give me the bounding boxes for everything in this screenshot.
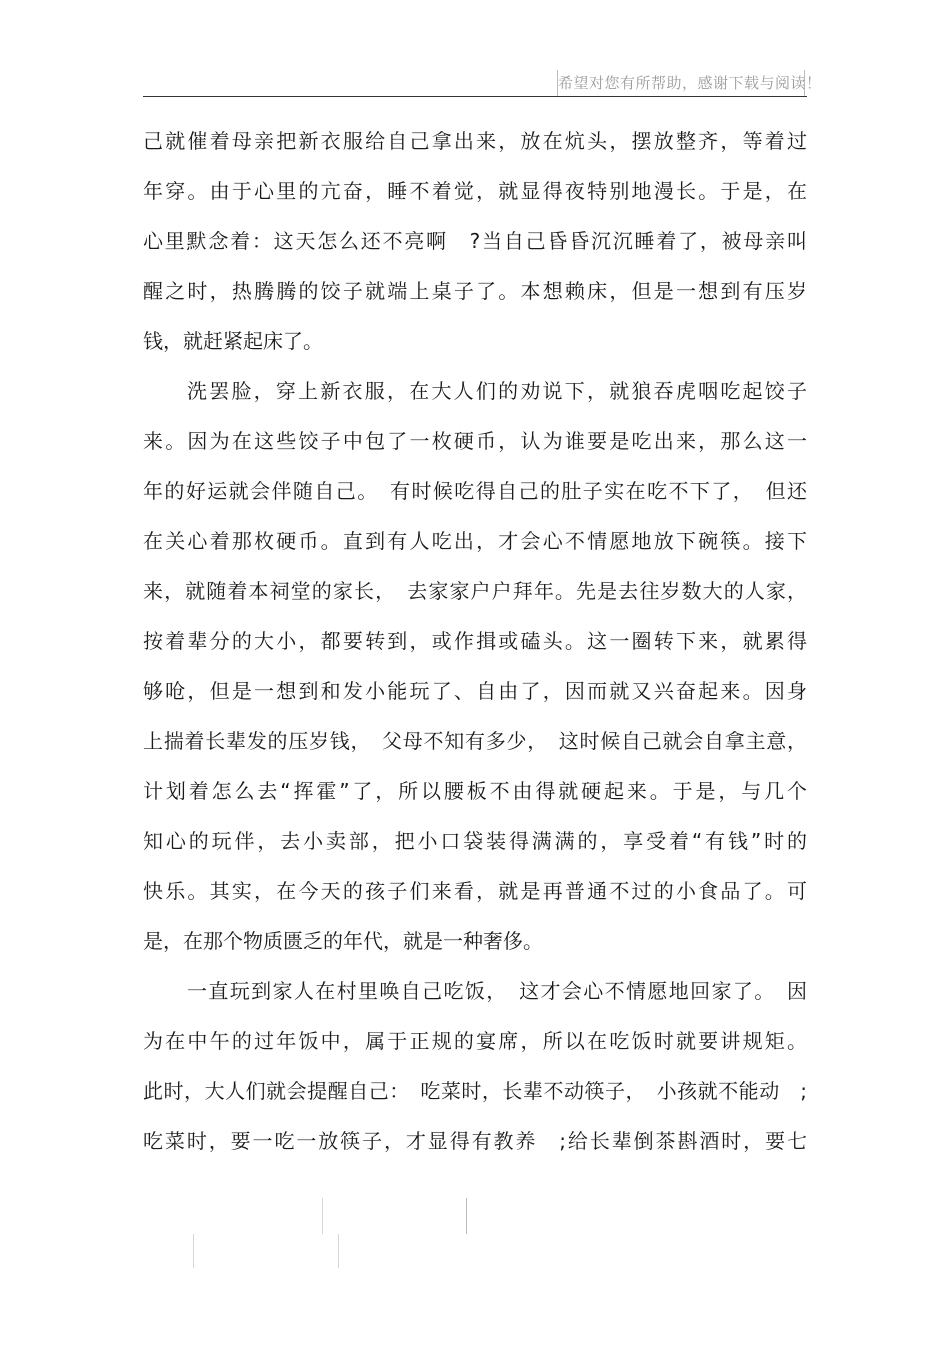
text-line: 洗罢脸，穿上新衣服，在大人们的劝说下，就狼吞虎咽吃起饺子 xyxy=(187,379,807,403)
header-rule xyxy=(143,96,807,97)
scan-mark xyxy=(193,1234,194,1268)
text-line: 己就催着母亲把新衣服给自己拿出来，放在炕头，摆放整齐，等着过 xyxy=(143,129,807,153)
text-line: 为在中午的过年饭中，属于正规的宴席，所以在吃饭时就要讲规矩。 xyxy=(143,1029,807,1053)
document-body xyxy=(143,120,807,1170)
scan-mark xyxy=(322,1198,323,1234)
scan-mark xyxy=(338,1234,339,1268)
text-line: 是，在那个物质匮乏的年代，就是一种奢侈。 xyxy=(143,929,543,953)
scan-mark xyxy=(466,1198,467,1234)
text-line: 心里默念着：这天怎么还不亮啊 ?当自己昏昏沉沉睡着了，被母亲叫 xyxy=(143,229,807,253)
text-line: 知心的玩伴，去小卖部，把小口袋装得满满的，享受着“有钱”时的 xyxy=(143,829,807,853)
text-line: 来。因为在这些饺子中包了一枚硬币，认为谁要是吃出来，那么这一 xyxy=(143,429,807,453)
text-line: 按着辈分的大小，都要转到，或作揖或磕头。这一圈转下来，就累得 xyxy=(143,629,807,653)
text-line: 钱，就赶紧起床了。 xyxy=(143,329,323,353)
text-line: 一直玩到家人在村里唤自己吃饭， 这才会心不情愿地回家了。 因 xyxy=(187,979,807,1003)
header-note: 希望对您有所帮助，感谢下载与阅读！ xyxy=(557,70,805,96)
text-line: 够呛，但是一想到和发小能玩了、自由了，因而就又兴奋起来。因身 xyxy=(143,679,807,703)
text-line: 年穿。由于心里的亢奋，睡不着觉，就显得夜特别地漫长。于是，在 xyxy=(143,179,807,203)
text-line: 快乐。其实，在今天的孩子们来看，就是再普通不过的小食品了。可 xyxy=(143,879,807,903)
text-line: 来，就随着本祠堂的家长， 去家家户户拜年。先是去往岁数大的人家， xyxy=(143,579,807,603)
text-line: 计划着怎么去“挥霍”了，所以腰板不由得就硬起来。于是，与几个 xyxy=(143,779,807,803)
text-line: 上揣着长辈发的压岁钱， 父母不知有多少， 这时候自己就会自拿主意， xyxy=(143,729,807,753)
text-line: 醒之时，热腾腾的饺子就端上桌子了。本想赖床，但是一想到有压岁 xyxy=(143,279,807,303)
text-line: 此时，大人们就会提醒自己： 吃菜时，长辈不动筷子， 小孩就不能动 ; xyxy=(143,1079,807,1103)
text-line: 吃菜时，要一吃一放筷子，才显得有教养 ;给长辈倒茶斟酒时，要七 xyxy=(143,1129,807,1153)
text-line: 年的好运就会伴随自己。 有时候吃得自己的肚子实在吃不下了， 但还 xyxy=(143,479,807,503)
text-line: 在关心着那枚硬币。直到有人吃出，才会心不情愿地放下碗筷。接下 xyxy=(143,529,807,553)
